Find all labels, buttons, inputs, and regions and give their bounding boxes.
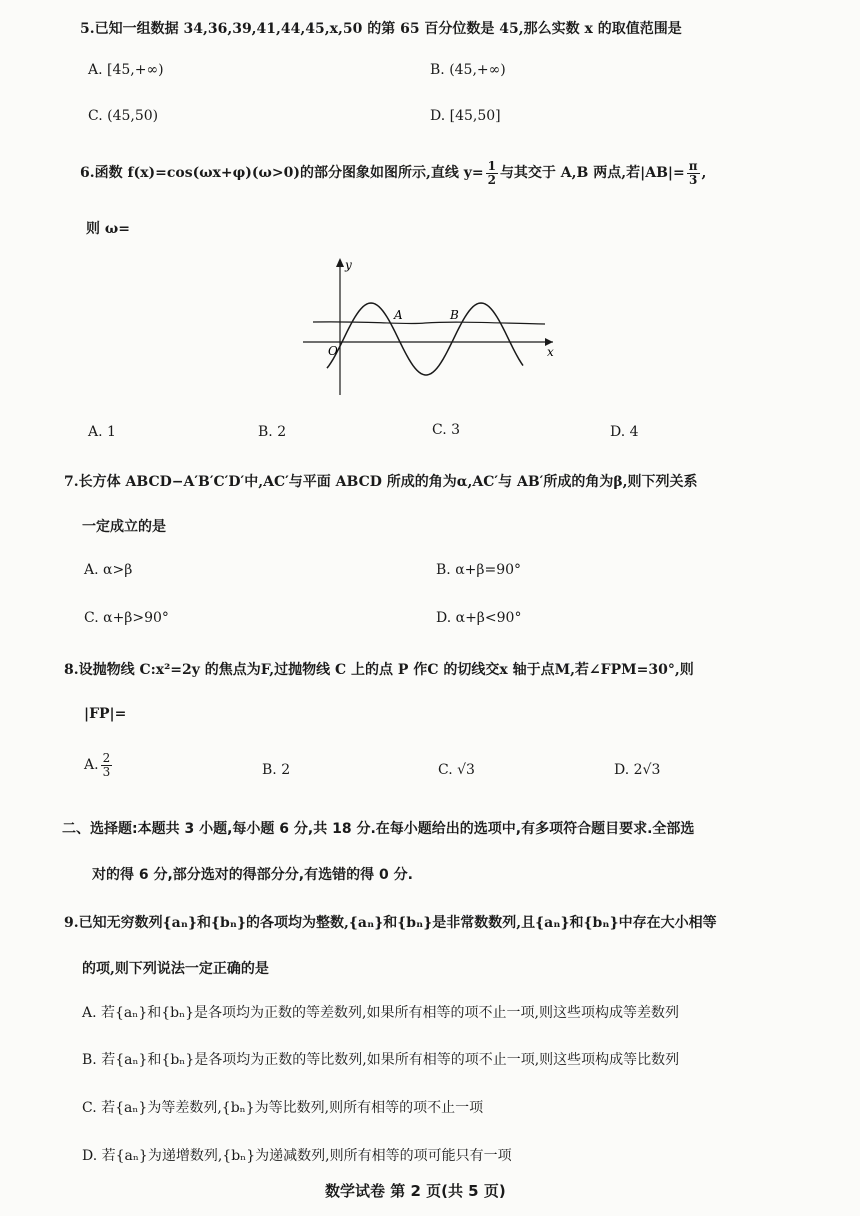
y-axis-label: y <box>345 258 352 272</box>
q8-option-a <box>84 752 114 778</box>
q6-frac-num: 1 <box>487 159 496 173</box>
q6-line2: 则 ω= <box>86 221 130 237</box>
q5-option-a: A. [45,+∞) <box>88 62 164 78</box>
q7-line1: 7.长方体 ABCD−A′B′C′D′中,AC′与平面 ABCD 所成的角为α,AC′与 AB′所成的角为β,则下列关系 <box>64 474 698 490</box>
q6-option-d: D. 4 <box>610 424 639 440</box>
q6-figure <box>295 255 565 400</box>
q9-line2: 的项,则下列说法一定正确的是 <box>82 961 269 977</box>
q7-option-a: A. α>β <box>84 562 133 578</box>
q5-option-d: D. [45,50] <box>430 108 501 124</box>
line-y-half <box>313 322 545 324</box>
q5-option-c: C. (45,50) <box>88 108 159 124</box>
q8-option-a-fraction <box>101 752 113 778</box>
page-footer: 数学试卷 第 2 页(共 5 页) <box>325 1182 506 1200</box>
q6-option-c: C. 3 <box>432 422 461 438</box>
q6-frac-den: 2 <box>487 172 496 187</box>
q7-line2: 一定成立的是 <box>82 519 166 535</box>
q6-fraction-half <box>486 160 498 186</box>
q8-option-b: B. 2 <box>262 762 291 778</box>
q5-stem: 5.已知一组数据 34,36,39,41,44,45,x,50 的第 65 百分位数是 45,那么实数 x 的取值范围是 <box>80 21 682 37</box>
q5-option-b: B. (45,+∞) <box>430 62 506 78</box>
q7-option-b: B. α+β=90° <box>436 562 522 578</box>
q6-fraction-pi3 <box>687 160 700 186</box>
q6-stem-part3: , <box>701 165 707 182</box>
point-a-label: A <box>394 308 403 322</box>
section2-line2: 对的得 6 分,部分选对的得部分分,有选错的得 0 分. <box>92 867 413 883</box>
q8-option-d: D. 2√3 <box>614 762 661 778</box>
q9-option-c: C. 若{aₙ}为等差数列,{bₙ}为等比数列,则所有相等的项不止一项 <box>82 1100 484 1116</box>
q6-stem-part1: 6.函数 f(x)=cos(ωx+φ)(ω>0)的部分图象如图所示,直线 y= <box>80 165 484 182</box>
section2-line1: 二、选择题:本题共 3 小题,每小题 6 分,共 18 分.在每小题给出的选项中,有多项符合题目要求.全部选 <box>62 821 695 837</box>
q8-frac-num: 2 <box>102 751 111 765</box>
q6-stem-part2: 与其交于 A,B 两点,若|AB|= <box>499 165 685 182</box>
q8-line1: 8.设抛物线 C:x²=2y 的焦点为F,过抛物线 C 上的点 P 作C 的切线交x 轴于点M,若∠FPM=30°,则 <box>64 662 694 678</box>
q9-option-b: B. 若{aₙ}和{bₙ}是各项均为正数的等比数列,如果所有相等的项不止一项,则这些项构成等比数列 <box>82 1052 680 1068</box>
q6-option-a: A. 1 <box>88 424 116 440</box>
origin-label: O <box>328 344 338 358</box>
point-b-label: B <box>450 308 459 322</box>
q6-frac2-num: π <box>688 159 698 173</box>
q6-option-b: B. 2 <box>258 424 287 440</box>
q7-option-c: C. α+β>90° <box>84 610 169 626</box>
q8-line2: |FP|= <box>84 706 127 722</box>
q6-stem <box>80 160 706 186</box>
q7-option-d: D. α+β<90° <box>436 610 522 626</box>
cosine-curve <box>327 303 523 375</box>
q8-option-c: C. √3 <box>438 762 475 778</box>
q6-frac2-den: 3 <box>688 172 698 187</box>
q8-option-a-label: A. <box>84 757 99 774</box>
y-axis-arrow <box>336 258 344 267</box>
q8-frac-den: 3 <box>102 764 111 779</box>
x-axis-label: x <box>547 345 554 359</box>
q9-line1: 9.已知无穷数列{aₙ}和{bₙ}的各项均为整数,{aₙ}和{bₙ}是非常数数列,且{aₙ}和{bₙ}中存在大小相等 <box>64 915 717 931</box>
q9-option-a: A. 若{aₙ}和{bₙ}是各项均为正数的等差数列,如果所有相等的项不止一项,则这些项构成等差数列 <box>82 1005 679 1021</box>
q9-option-d: D. 若{aₙ}为递增数列,{bₙ}为递减数列,则所有相等的项可能只有一项 <box>82 1148 512 1164</box>
